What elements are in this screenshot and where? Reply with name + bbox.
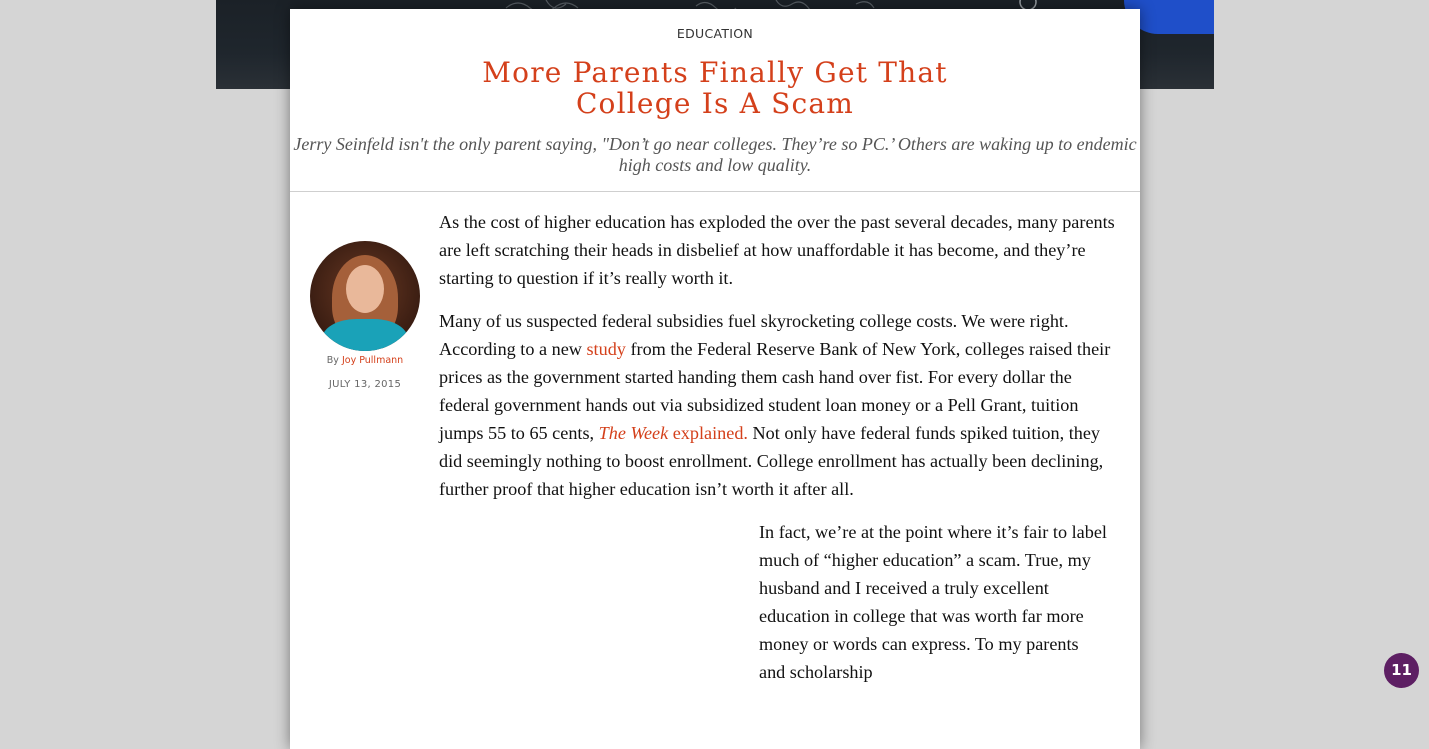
author-avatar[interactable] [310,241,420,351]
author-block [310,241,420,390]
article-subtitle: Jerry Seinfeld isn't the only parent saying, "Don’t go near colleges. They’re so PC.’ Others are waking up to endemic high costs and low quality. [293,134,1137,175]
paragraph-3: In fact, we’re at the point where it’s fair to label much of “higher education” a scam. True, my husband and I received a truly excellent education in college that was worth far more money or words can express. To my parents and scholarship [759,522,1107,682]
paragraph-1: As the cost of higher education has exploded the over the past several decades, many parents are left scratching their heads in disbelief at how unaffordable it has become, and they’re starting to question if it’s really worth it. [439,212,1115,288]
article-body [439,208,1119,701]
the-week-link-italic[interactable]: The Week [598,423,669,443]
article-title [290,57,1140,119]
title-line-1: More Parents Finally Get That [482,56,948,89]
avatar-shirt [322,319,408,351]
publish-date: JULY 13, 2015 [328,379,402,390]
category-label[interactable]: EDUCATION [676,26,754,41]
article-card [290,9,1140,749]
paragraph-2-text-a: Many of us suspected federal subsidies fuel skyrocketing college costs. We were right. According to a new [439,311,1069,359]
author-link[interactable]: Joy Pullmann [341,355,404,366]
paragraph-2-text-c: Not only have federal funds spiked tuition, they did seemingly nothing to boost enrollment. College enrollment has actually been declining, further proof that higher education isn’t worth it after all. [439,423,1104,499]
byline [310,355,420,366]
header-divider [290,191,1140,192]
paragraph-2 [439,307,1119,503]
the-week-link[interactable] [599,423,748,443]
byline-prefix: By [326,355,339,366]
notification-count-badge[interactable]: 11 [1384,653,1419,688]
paragraph-2-text-b: from the Federal Reserve Bank of New York, colleges raised their prices as the government started handing them cash hand over fist. For every dollar the federal government hands out via subsidized student loan money or a Pell Grant, tuition jumps 55 to 65 cents, [439,339,1111,443]
study-link[interactable]: study [586,339,626,359]
title-line-2: College Is A Scam [575,87,855,120]
the-week-link-rest[interactable]: explained. [668,423,748,443]
avatar-face [346,265,384,313]
